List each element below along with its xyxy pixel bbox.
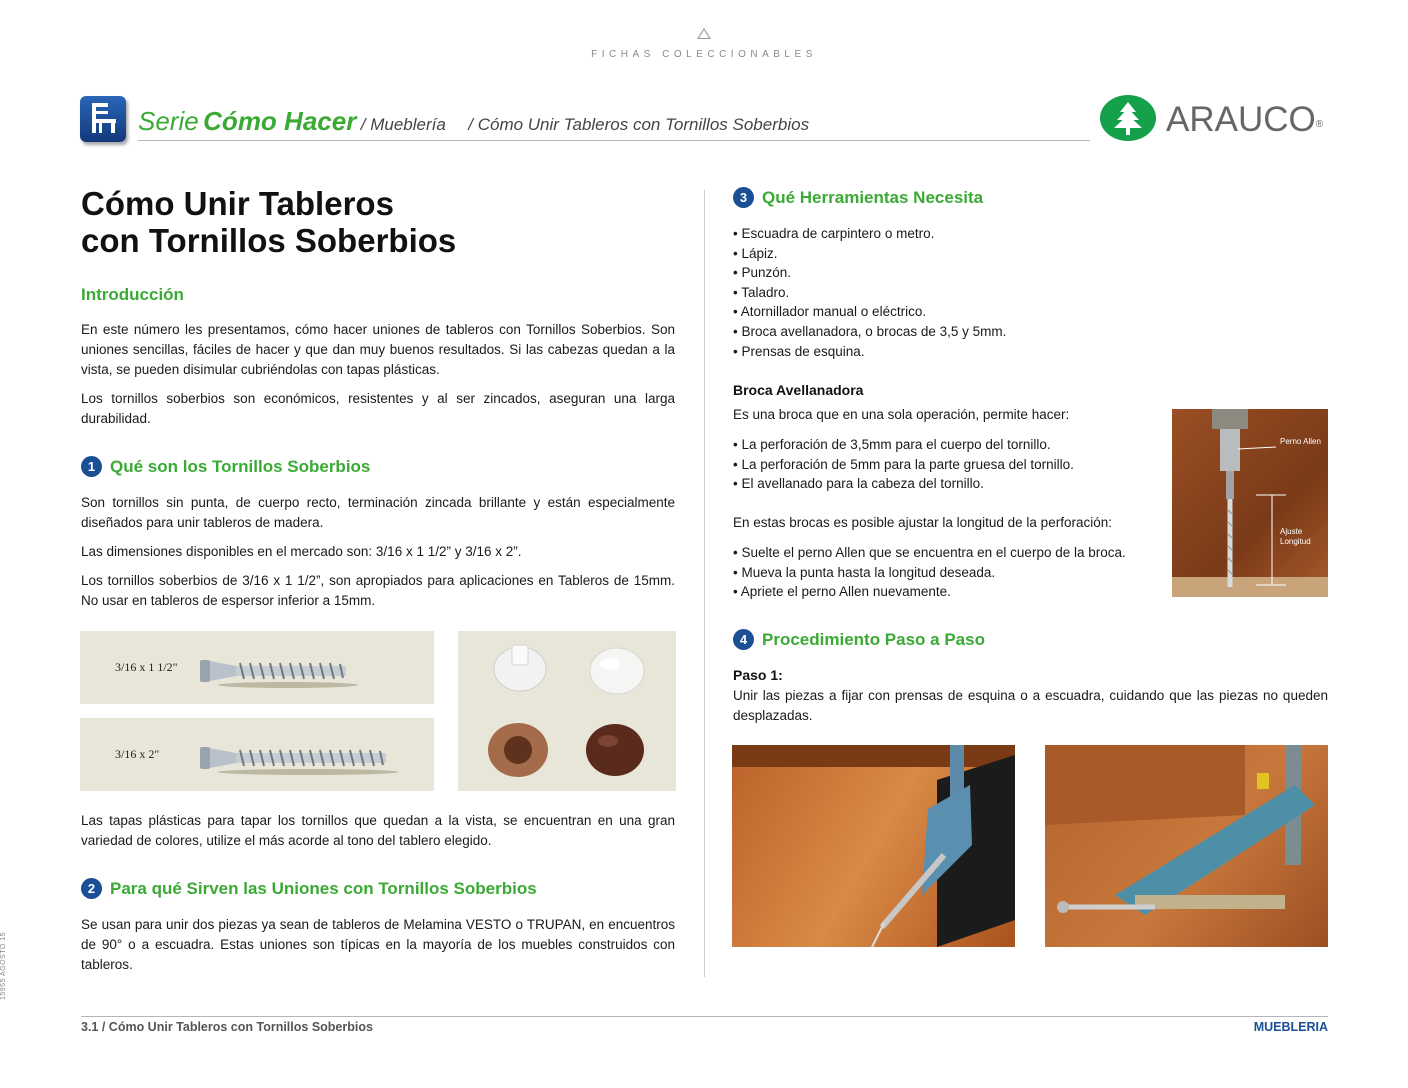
paso-1-text: Unir las piezas a fijar con prensas de esquina o a escuadra, cuidando que las piezas no queden desplazadas. [733,688,1328,723]
tool-item: • Broca avellanadora, o brocas de 3,5 y 5mm. [733,322,1153,342]
adjust-item: • Suelte el perno Allen que se encuentra en el cuerpo de la broca. [733,543,1163,563]
adjust-item: • Mueva la punta hasta la longitud deseada. [733,563,1163,583]
s1-p3: Los tornillos soberbios de 3/16 x 1 1/2”, son apropiados para aplicaciones en Tableros de 15mm. No usar en tableros de espersor inferior a 15mm. [81,573,675,608]
section-3-number: 3 [733,187,754,208]
tool-item: • Atornillador manual o eléctrico. [733,302,1153,322]
adjust-item: • Apriete el perno Allen nuevamente. [733,582,1163,602]
tool-item: • Taladro. [733,283,1153,303]
s1-p2: Las dimensiones disponibles en el mercado son: 3/16 x 1 1/2” y 3/16 x 2”. [81,544,522,559]
intro-heading: Introducción [81,285,184,304]
screw-short-label: 3/16 x 1 1/2" [115,660,178,674]
screw-long-label: 3/16 x 2" [115,747,160,761]
series-title [138,106,809,137]
page-title [81,185,681,259]
title-line-2: con Tornillos Soberbios [81,222,457,259]
screw-long-icon [198,738,430,778]
footer-section-label: MUEBLERIA [1253,1020,1328,1034]
s1-p1: Son tornillos sin punta, de cuerpo recto, terminación zincada brillante y están especialmente diseñados para unir tableros de madera. [81,495,675,530]
drill-bit-photo [1172,409,1328,597]
section-1-number: 1 [81,456,102,477]
s1-p4: Las tapas plásticas para tapar los tornillos que quedan a la vista, se encuentran en una gran variedad de colores, utilize el más acorde al tono del tablero elegido. [81,813,675,848]
tool-item: • Escuadra de carpintero o metro. [733,224,1153,244]
section-4-title: Procedimiento Paso a Paso [762,630,985,649]
section-4-number: 4 [733,629,754,650]
clamp-photo-1 [732,745,1015,947]
adjust-intro: En estas brocas es posible ajustar la longitud de la perforación: [733,515,1112,530]
registered-mark: ® [1315,119,1324,130]
caps-text [81,811,675,860]
broca-list [733,435,1163,494]
series-name: Cómo Hacer [203,106,357,136]
chair-icon [80,96,126,142]
screw-short-panel [80,631,434,704]
broca-item: • La perforación de 5mm para la parte gruesa del tornillo. [733,455,1163,475]
clamp-photo-2 [1045,745,1328,947]
ajuste-longitud-label: Ajuste Longitud [1280,527,1311,546]
s2-p1: Se usan para unir dos piezas ya sean de tableros de Melamina VESTO o TRUPAN, en encuentros de 90° o a escuadra. Estas uniones son típicas en la mayoría de los muebles construidos con tableros. [81,917,675,972]
tree-logo-icon [1100,95,1156,141]
broca-item: • El avellanado para la cabeza del tornillo. [733,474,1163,494]
column-divider [704,190,705,977]
tool-item: • Prensas de esquina. [733,342,1153,362]
tools-list [733,224,1153,361]
intro-text [81,320,675,438]
broca-heading: Broca Avellanadora [733,382,864,398]
footer-divider [81,1016,1328,1017]
series-word: Serie [138,106,199,136]
paso-1-heading: Paso 1: [733,667,783,683]
intro-p1: En este número les presentamos, cómo hacer uniones de tableros con Tornillos Soberbios. Son uniones sencillas, fáciles de hacer y que dan muy buenos resultados. Si las cabezas quedan a la vista, se pueden disimular cubriéndolas con tapas plásticas. [81,322,675,377]
triangle-icon [697,28,711,39]
section-2-number: 2 [81,878,102,899]
title-line-1: Cómo Unir Tableros [81,185,394,222]
side-code: 15955 AGOSTO 15 [0,931,7,1000]
section-2-heading [81,878,537,899]
series-section: / Mueblería [360,115,446,134]
tool-item: • Punzón. [733,263,1153,283]
section-3-title: Qué Herramientas Necesita [762,188,984,207]
brand-name: ARAUCO [1166,100,1316,139]
screw-long-panel [80,718,434,791]
section-4-heading [733,629,985,650]
screw-short-icon [198,651,430,691]
series-topic: / Cómo Unir Tableros con Tornillos Soberbios [468,115,810,134]
section-3-heading [733,187,983,208]
plastic-caps-photo [458,631,676,791]
footer-page-label: 3.1 / Cómo Unir Tableros con Tornillos Soberbios [81,1020,373,1034]
header-divider [138,140,1090,141]
section-2-text [81,915,675,984]
section-1-heading [81,456,370,477]
broca-intro: Es una broca que en una sola operación, permite hacer: [733,407,1070,422]
broca-item: • La perforación de 3,5mm para el cuerpo del tornillo. [733,435,1163,455]
adjust-list [733,543,1163,602]
tool-item: • Lápiz. [733,244,1153,264]
perno-allen-label: Perno Allen [1280,437,1321,446]
section-1-text [81,493,675,620]
fichas-label: FICHAS COLECCIONABLES [591,49,817,60]
section-2-title: Para qué Sirven las Uniones con Tornillos Soberbios [110,879,537,898]
intro-p2: Los tornillos soberbios son económicos, resistentes y al ser zincados, aseguran una larga durabilidad. [81,391,675,426]
section-1-title: Qué son los Tornillos Soberbios [110,457,371,476]
brand-logo [1166,100,1323,140]
